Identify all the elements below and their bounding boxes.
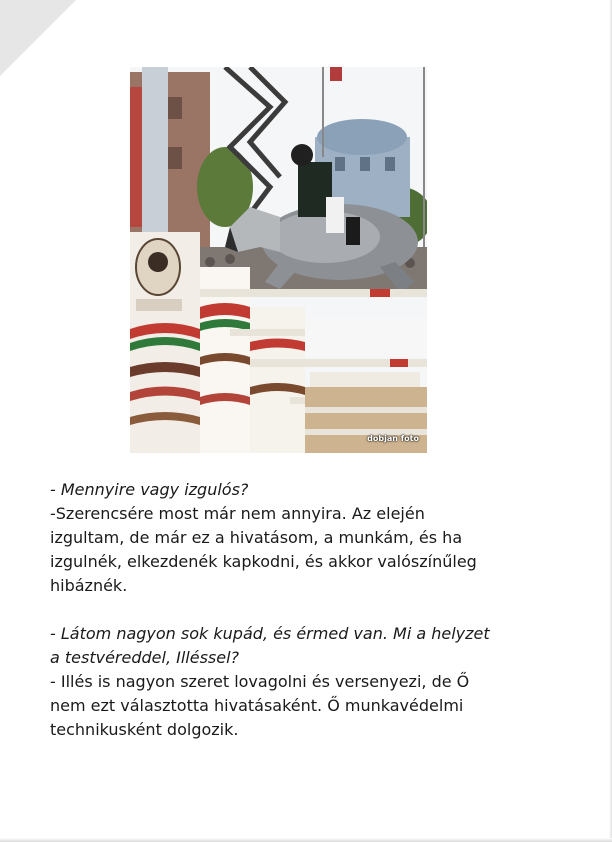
question-2: - Látom nagyon sok kupád, és érmed van. Mi a helyzet a testvéreddel, Illéssel? [50, 624, 490, 667]
paragraph-gap [50, 598, 490, 622]
horse-jumping-illustration [130, 67, 427, 453]
show-jumping-photo [130, 67, 427, 453]
answer-1: -Szerencsére most már nem annyira. Az elején izgultam, de már ez a hivatásom, a munkám, és ha izgulnék, elkezdenék kapkodni, és akkor valószínűleg hibáznék. [50, 504, 477, 595]
question-1: - Mennyire vagy izgulós? [50, 480, 249, 499]
answer-2: - Illés is nagyon szeret lovagolni és versenyezi, de Ő nem ezt választotta hivatásaként. Ő munkavédelmi technikusként dolgozik. [50, 672, 470, 739]
interview-text [50, 478, 490, 742]
scan-edge-bottom [0, 838, 612, 842]
scan-folded-corner [0, 0, 76, 76]
photo-credit: dobjan foto [367, 434, 419, 443]
